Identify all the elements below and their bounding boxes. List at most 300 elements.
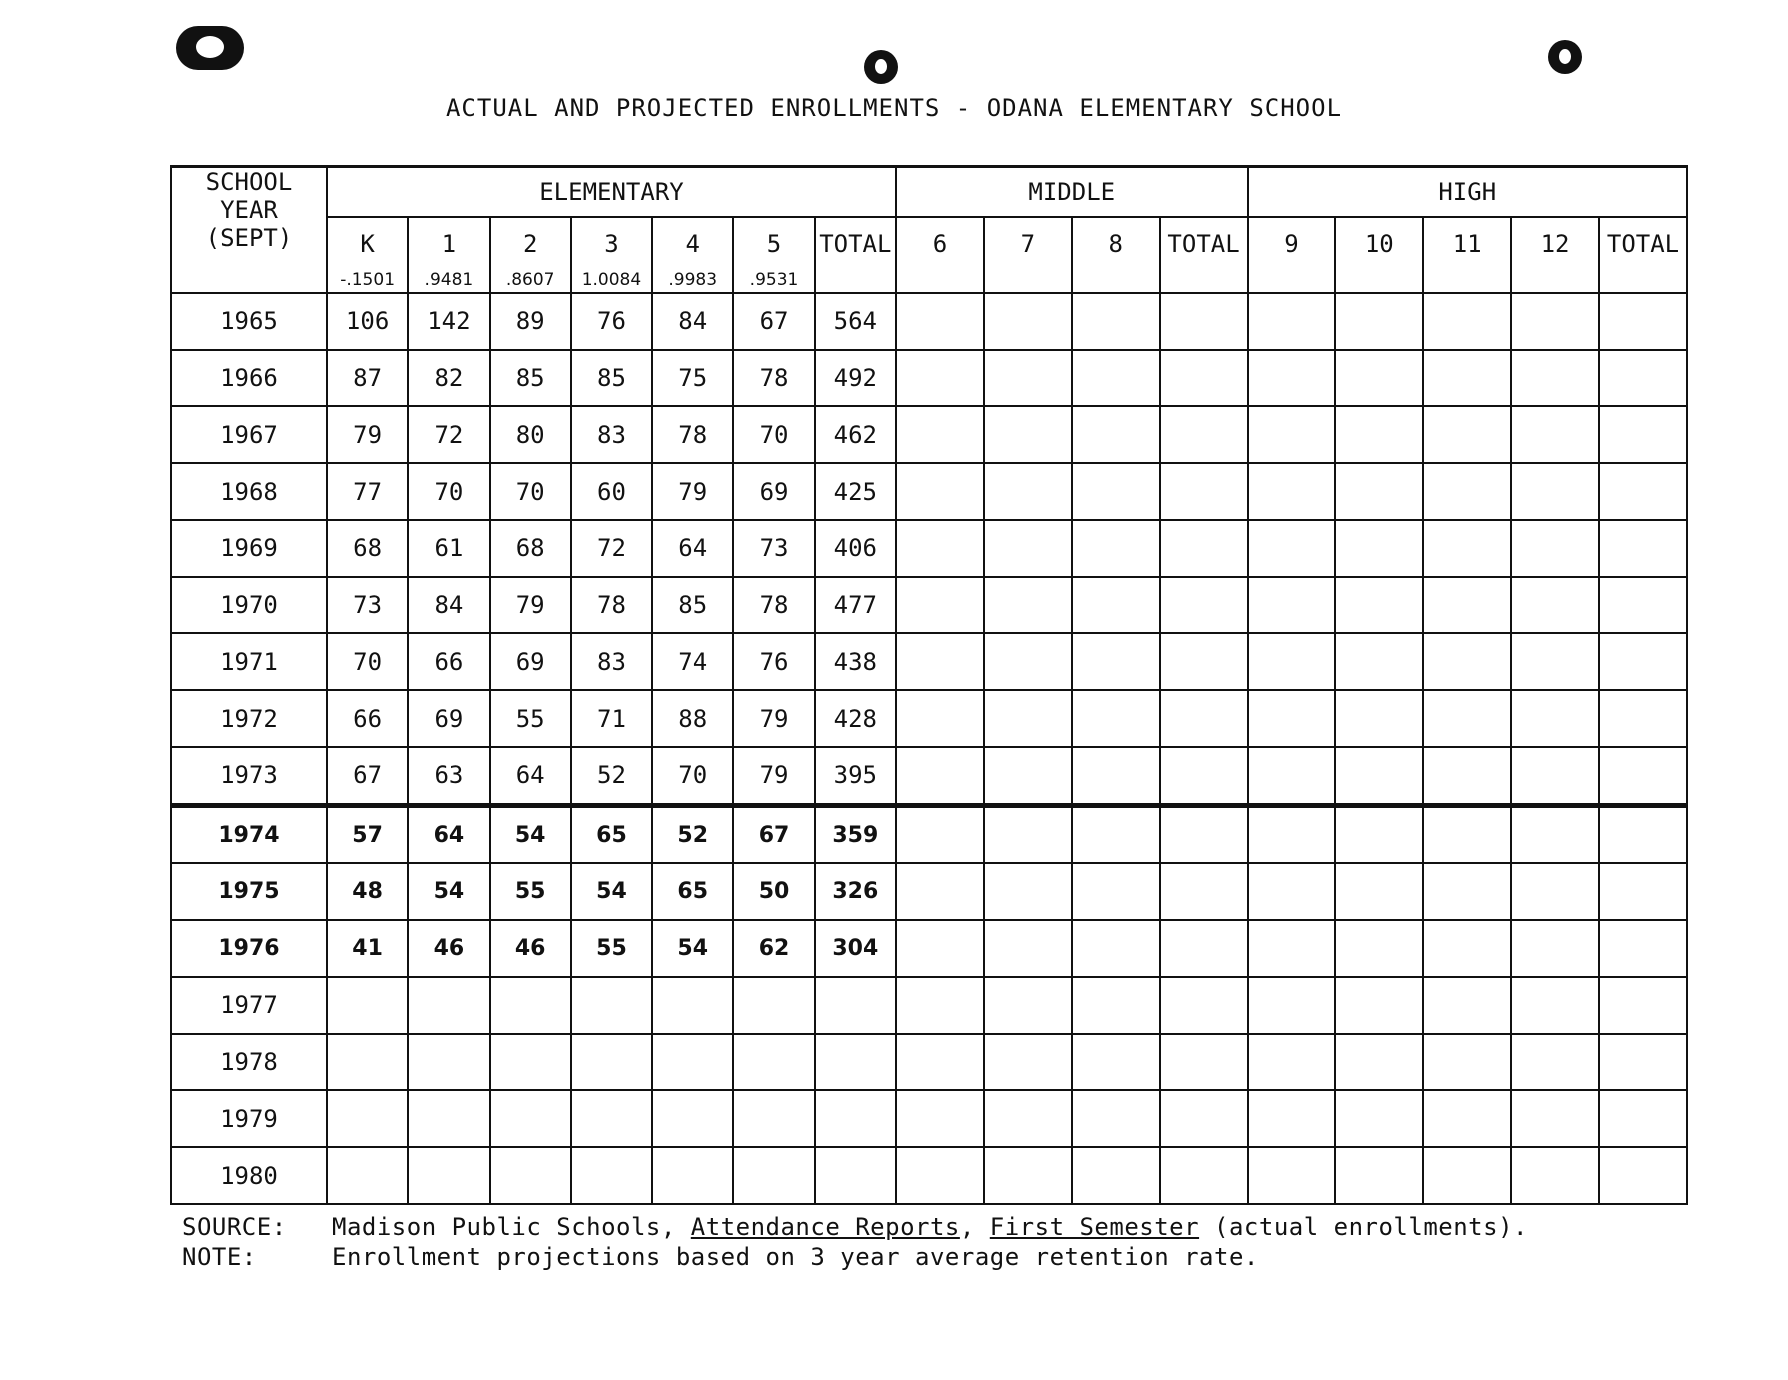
- high-cell: [1335, 293, 1423, 350]
- group-elementary: ELEMENTARY: [327, 167, 896, 218]
- high-cell: [1599, 1147, 1687, 1204]
- year-cell: 1973: [171, 747, 327, 805]
- elementary-cell: 73: [327, 577, 408, 634]
- high-cell: [1335, 1090, 1423, 1147]
- high-cell: [1423, 350, 1511, 407]
- elementary-cell: [815, 1034, 896, 1091]
- elementary-cell: [733, 1034, 814, 1091]
- elementary-cell: 78: [733, 577, 814, 634]
- high-cell: [1248, 1090, 1336, 1147]
- middle-cell: [984, 577, 1072, 634]
- high-cell: [1248, 1034, 1336, 1091]
- source-line: [182, 1212, 1528, 1242]
- high-cell: [1248, 690, 1336, 747]
- elementary-cell: 54: [408, 863, 489, 920]
- table-row: [171, 463, 1687, 520]
- elementary-cell: 54: [571, 863, 652, 920]
- elementary-cell: 76: [733, 633, 814, 690]
- elementary-cell: 69: [490, 633, 571, 690]
- col-header-elementary: [408, 217, 489, 293]
- group-high: HIGH: [1248, 167, 1688, 218]
- high-cell: [1248, 977, 1336, 1034]
- high-cell: [1335, 406, 1423, 463]
- middle-cell: [1072, 633, 1160, 690]
- elementary-cell: 88: [652, 690, 733, 747]
- elementary-cell: [571, 1034, 652, 1091]
- source-suffix: (actual enrollments).: [1199, 1213, 1528, 1241]
- note-label: NOTE:: [182, 1243, 257, 1271]
- table-row: [171, 406, 1687, 463]
- middle-cell: [896, 577, 984, 634]
- high-cell: [1248, 406, 1336, 463]
- high-cell: [1248, 920, 1336, 977]
- elementary-cell: 65: [652, 863, 733, 920]
- elementary-cell: 76: [571, 293, 652, 350]
- year-cell: 1969: [171, 520, 327, 577]
- high-cell: [1423, 920, 1511, 977]
- retention-rate: .9531: [749, 270, 799, 290]
- elementary-cell: [408, 1034, 489, 1091]
- middle-cell: [1160, 1147, 1248, 1204]
- elementary-cell: 62: [733, 920, 814, 977]
- year-cell: 1972: [171, 690, 327, 747]
- high-cell: [1511, 633, 1599, 690]
- high-cell: [1248, 747, 1336, 805]
- table-row: [171, 633, 1687, 690]
- year-cell: 1974: [171, 805, 327, 863]
- elementary-cell: 80: [490, 406, 571, 463]
- elementary-cell: 65: [571, 805, 652, 863]
- middle-cell: [984, 920, 1072, 977]
- column-label: TOTAL: [819, 230, 892, 258]
- elementary-cell: 79: [733, 690, 814, 747]
- column-label: 7: [1020, 230, 1036, 258]
- elementary-cell: 64: [490, 747, 571, 805]
- high-cell: [1511, 1034, 1599, 1091]
- middle-cell: [1160, 977, 1248, 1034]
- note-line: [182, 1242, 1528, 1272]
- middle-cell: [896, 977, 984, 1034]
- middle-cell: [1160, 920, 1248, 977]
- source-text: [332, 1212, 1528, 1242]
- elementary-cell: 78: [571, 577, 652, 634]
- high-cell: [1248, 463, 1336, 520]
- elementary-cell: [327, 1090, 408, 1147]
- elementary-cell: [490, 1147, 571, 1204]
- source-separator: ,: [959, 1213, 990, 1241]
- high-cell: [1335, 977, 1423, 1034]
- elementary-cell: 78: [652, 406, 733, 463]
- elementary-cell: 72: [408, 406, 489, 463]
- elementary-cell: [408, 1090, 489, 1147]
- high-cell: [1599, 520, 1687, 577]
- middle-cell: [1160, 577, 1248, 634]
- high-cell: [1335, 690, 1423, 747]
- middle-cell: [896, 463, 984, 520]
- high-cell: [1511, 920, 1599, 977]
- middle-cell: [1072, 577, 1160, 634]
- elementary-cell: [327, 1034, 408, 1091]
- middle-cell: [1072, 1090, 1160, 1147]
- high-cell: [1423, 1147, 1511, 1204]
- elementary-cell: 52: [571, 747, 652, 805]
- table-row: [171, 805, 1687, 863]
- elementary-cell: 55: [571, 920, 652, 977]
- elementary-cell: 67: [733, 805, 814, 863]
- middle-cell: [984, 1147, 1072, 1204]
- elementary-cell: 82: [408, 350, 489, 407]
- year-cell: 1975: [171, 863, 327, 920]
- middle-cell: [1072, 747, 1160, 805]
- high-cell: [1423, 1034, 1511, 1091]
- high-cell: [1511, 577, 1599, 634]
- source-prefix: Madison Public Schools,: [332, 1213, 691, 1241]
- elementary-cell: 70: [327, 633, 408, 690]
- elementary-cell: 79: [733, 747, 814, 805]
- elementary-cell: [652, 1034, 733, 1091]
- elementary-cell: 438: [815, 633, 896, 690]
- column-label: K: [360, 230, 375, 258]
- year-cell: 1966: [171, 350, 327, 407]
- elementary-cell: 64: [652, 520, 733, 577]
- middle-cell: [984, 977, 1072, 1034]
- elementary-cell: 66: [327, 690, 408, 747]
- elementary-cell: 63: [408, 747, 489, 805]
- elementary-cell: [490, 1034, 571, 1091]
- elementary-cell: 41: [327, 920, 408, 977]
- high-cell: [1423, 863, 1511, 920]
- elementary-cell: 55: [490, 690, 571, 747]
- middle-cell: [1160, 633, 1248, 690]
- elementary-cell: 46: [408, 920, 489, 977]
- middle-cell: [984, 350, 1072, 407]
- elementary-cell: 79: [490, 577, 571, 634]
- table-row: [171, 293, 1687, 350]
- middle-cell: [984, 1090, 1072, 1147]
- middle-cell: [984, 690, 1072, 747]
- high-cell: [1599, 633, 1687, 690]
- high-cell: [1599, 977, 1687, 1034]
- year-cell: 1976: [171, 920, 327, 977]
- middle-cell: [984, 520, 1072, 577]
- table-row: [171, 1034, 1687, 1091]
- column-label: 6: [932, 230, 948, 258]
- high-cell: [1335, 520, 1423, 577]
- elementary-cell: [408, 977, 489, 1034]
- middle-cell: [984, 747, 1072, 805]
- high-cell: [1423, 805, 1511, 863]
- middle-cell: [1160, 747, 1248, 805]
- elementary-cell: 77: [327, 463, 408, 520]
- high-cell: [1511, 1090, 1599, 1147]
- high-cell: [1248, 863, 1336, 920]
- note-text: Enrollment projections based on 3 year average retention rate.: [332, 1243, 1259, 1271]
- high-cell: [1599, 747, 1687, 805]
- middle-cell: [984, 805, 1072, 863]
- col-header-high: [1335, 217, 1423, 293]
- high-cell: [1423, 747, 1511, 805]
- middle-cell: [1160, 463, 1248, 520]
- page-title: ACTUAL AND PROJECTED ENROLLMENTS - ODANA ELEMENTARY SCHOOL: [445, 94, 1343, 122]
- high-cell: [1511, 520, 1599, 577]
- middle-cell: [1072, 406, 1160, 463]
- high-cell: [1511, 293, 1599, 350]
- high-cell: [1423, 406, 1511, 463]
- elementary-cell: 70: [490, 463, 571, 520]
- elementary-cell: 89: [490, 293, 571, 350]
- column-label: 11: [1452, 230, 1482, 258]
- elementary-cell: 142: [408, 293, 489, 350]
- col-header-middle: [1072, 217, 1160, 293]
- elementary-cell: 326: [815, 863, 896, 920]
- high-cell: [1335, 1147, 1423, 1204]
- elementary-cell: [652, 1147, 733, 1204]
- elementary-cell: 55: [490, 863, 571, 920]
- middle-cell: [1072, 863, 1160, 920]
- elementary-cell: 85: [571, 350, 652, 407]
- middle-cell: [1072, 690, 1160, 747]
- table-row: [171, 1147, 1687, 1204]
- high-cell: [1599, 350, 1687, 407]
- high-cell: [1248, 633, 1336, 690]
- high-cell: [1335, 577, 1423, 634]
- year-cell: 1968: [171, 463, 327, 520]
- middle-cell: [896, 690, 984, 747]
- high-cell: [1599, 463, 1687, 520]
- retention-rate: -.1501: [340, 270, 396, 290]
- middle-cell: [896, 805, 984, 863]
- middle-cell: [1072, 520, 1160, 577]
- column-label: 9: [1284, 230, 1299, 258]
- elementary-cell: 425: [815, 463, 896, 520]
- middle-cell: [896, 747, 984, 805]
- middle-cell: [896, 920, 984, 977]
- middle-cell: [984, 1034, 1072, 1091]
- high-cell: [1599, 293, 1687, 350]
- elementary-cell: [815, 1090, 896, 1147]
- high-cell: [1511, 805, 1599, 863]
- table-row: [171, 863, 1687, 920]
- middle-cell: [896, 1034, 984, 1091]
- elementary-cell: 69: [408, 690, 489, 747]
- elementary-cell: 406: [815, 520, 896, 577]
- year-cell: 1977: [171, 977, 327, 1034]
- high-cell: [1248, 577, 1336, 634]
- punch-hole-right: [1548, 40, 1582, 74]
- high-cell: [1599, 1034, 1687, 1091]
- elementary-cell: 73: [733, 520, 814, 577]
- elementary-cell: 71: [571, 690, 652, 747]
- elementary-cell: 477: [815, 577, 896, 634]
- elementary-cell: 85: [652, 577, 733, 634]
- high-cell: [1335, 920, 1423, 977]
- high-cell: [1335, 747, 1423, 805]
- table-row: [171, 520, 1687, 577]
- col-header-high: [1511, 217, 1599, 293]
- middle-cell: [1160, 1090, 1248, 1147]
- table-row: [171, 577, 1687, 634]
- middle-cell: [1072, 920, 1160, 977]
- middle-cell: [1072, 350, 1160, 407]
- elementary-cell: [327, 977, 408, 1034]
- elementary-cell: 70: [733, 406, 814, 463]
- middle-cell: [896, 1090, 984, 1147]
- column-label: 1: [441, 230, 457, 258]
- high-cell: [1511, 690, 1599, 747]
- high-cell: [1599, 690, 1687, 747]
- high-cell: [1599, 1090, 1687, 1147]
- elementary-cell: 70: [652, 747, 733, 805]
- elementary-cell: [733, 977, 814, 1034]
- year-cell: 1979: [171, 1090, 327, 1147]
- elementary-cell: 52: [652, 805, 733, 863]
- elementary-cell: 83: [571, 633, 652, 690]
- high-cell: [1599, 577, 1687, 634]
- elementary-cell: 54: [490, 805, 571, 863]
- elementary-cell: 54: [652, 920, 733, 977]
- middle-cell: [1160, 863, 1248, 920]
- high-cell: [1511, 977, 1599, 1034]
- column-header-row: [171, 217, 1687, 293]
- column-label: 4: [685, 230, 700, 258]
- elementary-cell: [327, 1147, 408, 1204]
- elementary-cell: 60: [571, 463, 652, 520]
- middle-cell: [1160, 690, 1248, 747]
- middle-cell: [984, 293, 1072, 350]
- elementary-cell: [571, 977, 652, 1034]
- high-cell: [1335, 863, 1423, 920]
- high-cell: [1511, 406, 1599, 463]
- elementary-cell: [652, 1090, 733, 1147]
- table-row: [171, 977, 1687, 1034]
- high-cell: [1423, 690, 1511, 747]
- high-cell: [1599, 406, 1687, 463]
- elementary-cell: 57: [327, 805, 408, 863]
- middle-cell: [896, 863, 984, 920]
- elementary-cell: 84: [408, 577, 489, 634]
- elementary-cell: 395: [815, 747, 896, 805]
- elementary-cell: [571, 1147, 652, 1204]
- retention-rate: .9983: [668, 270, 718, 290]
- table-row: [171, 747, 1687, 805]
- elementary-cell: 75: [652, 350, 733, 407]
- middle-cell: [984, 633, 1072, 690]
- col-header-elementary: [327, 217, 408, 293]
- middle-cell: [1072, 293, 1160, 350]
- column-label: 3: [604, 230, 619, 258]
- col-header-elementary: [815, 217, 896, 293]
- high-cell: [1248, 1147, 1336, 1204]
- elementary-cell: 46: [490, 920, 571, 977]
- elementary-cell: 66: [408, 633, 489, 690]
- elementary-cell: 79: [652, 463, 733, 520]
- middle-cell: [896, 350, 984, 407]
- middle-cell: [1072, 463, 1160, 520]
- high-cell: [1248, 350, 1336, 407]
- high-cell: [1248, 805, 1336, 863]
- high-cell: [1423, 977, 1511, 1034]
- middle-cell: [1160, 520, 1248, 577]
- high-cell: [1423, 293, 1511, 350]
- elementary-cell: [490, 977, 571, 1034]
- high-cell: [1599, 863, 1687, 920]
- table-body: [171, 293, 1687, 1204]
- middle-cell: [896, 1147, 984, 1204]
- col-header-elementary: [733, 217, 814, 293]
- high-cell: [1423, 577, 1511, 634]
- retention-rate: .8607: [505, 270, 555, 290]
- elementary-cell: 83: [571, 406, 652, 463]
- high-cell: [1511, 863, 1599, 920]
- middle-cell: [1160, 350, 1248, 407]
- column-label: TOTAL: [1606, 230, 1680, 258]
- high-cell: [1248, 520, 1336, 577]
- elementary-cell: 68: [490, 520, 571, 577]
- table-row: [171, 920, 1687, 977]
- middle-cell: [1072, 1034, 1160, 1091]
- middle-cell: [1160, 805, 1248, 863]
- high-cell: [1511, 1147, 1599, 1204]
- elementary-cell: 79: [327, 406, 408, 463]
- elementary-cell: 78: [733, 350, 814, 407]
- col-header-high: [1599, 217, 1687, 293]
- elementary-cell: [815, 977, 896, 1034]
- table-row: [171, 690, 1687, 747]
- high-cell: [1511, 747, 1599, 805]
- source-underline-2: First Semester: [989, 1213, 1200, 1241]
- footer-notes: [182, 1212, 1528, 1272]
- middle-cell: [1160, 406, 1248, 463]
- high-cell: [1335, 805, 1423, 863]
- elementary-cell: 85: [490, 350, 571, 407]
- middle-cell: [896, 293, 984, 350]
- col-header-high: [1248, 217, 1336, 293]
- elementary-cell: 68: [327, 520, 408, 577]
- retention-rate: .9481: [424, 270, 474, 290]
- col-header-middle: [896, 217, 984, 293]
- middle-cell: [896, 520, 984, 577]
- high-cell: [1423, 1090, 1511, 1147]
- middle-cell: [984, 463, 1072, 520]
- punch-hole-middle: [864, 50, 898, 84]
- high-cell: [1423, 463, 1511, 520]
- elementary-cell: [733, 1147, 814, 1204]
- elementary-cell: 70: [408, 463, 489, 520]
- middle-cell: [1160, 293, 1248, 350]
- punch-hole-left: [176, 26, 244, 70]
- high-cell: [1248, 293, 1336, 350]
- middle-cell: [1160, 1034, 1248, 1091]
- high-cell: [1423, 520, 1511, 577]
- year-cell: 1967: [171, 406, 327, 463]
- year-cell: 1980: [171, 1147, 327, 1204]
- col-header-elementary: [652, 217, 733, 293]
- elementary-cell: [408, 1147, 489, 1204]
- source-label: SOURCE:: [182, 1213, 287, 1241]
- column-label: TOTAL: [1167, 230, 1240, 258]
- col-header-elementary: [490, 217, 571, 293]
- elementary-cell: 67: [733, 293, 814, 350]
- retention-rate: 1.0084: [581, 270, 642, 290]
- high-cell: [1511, 463, 1599, 520]
- middle-cell: [984, 406, 1072, 463]
- col-header-elementary: [571, 217, 652, 293]
- column-label: 10: [1364, 230, 1394, 258]
- elementary-cell: 492: [815, 350, 896, 407]
- col-header-middle: [984, 217, 1072, 293]
- column-label: 5: [766, 230, 782, 258]
- year-cell: 1978: [171, 1034, 327, 1091]
